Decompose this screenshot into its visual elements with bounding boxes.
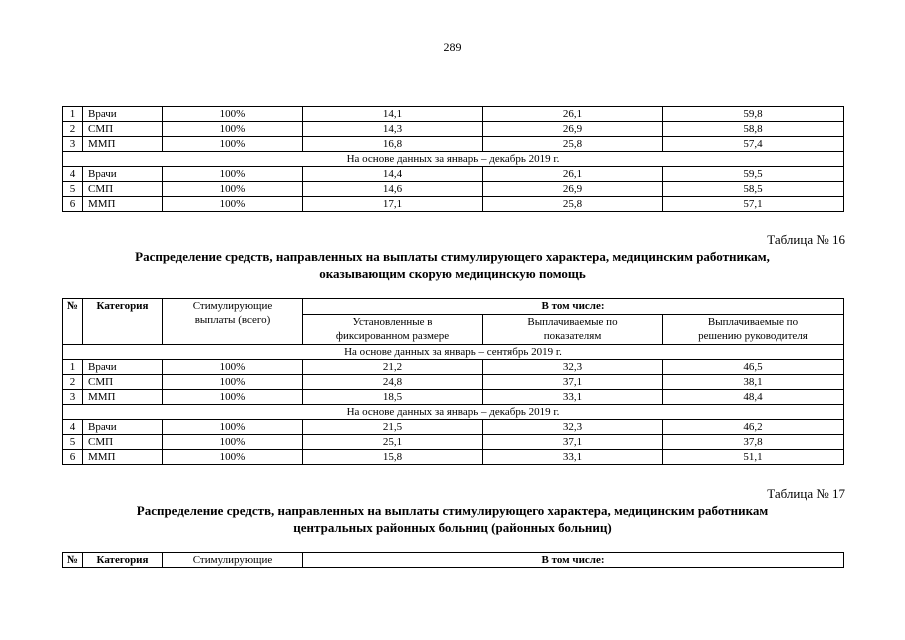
header-num-line1: № (66, 300, 79, 312)
table17-title-line1: Распределение средств, направленных на выплаты стимулирующего характера, медицинским работникам (136, 503, 769, 518)
row-fixed (302, 434, 483, 450)
row-category (82, 359, 163, 375)
row-total (162, 181, 303, 197)
row-fixed-text: 14,4 (382, 168, 403, 180)
row-total (162, 374, 303, 390)
header-including (302, 552, 844, 568)
row-total (162, 434, 303, 450)
row-fixed (302, 419, 483, 435)
row-number (62, 359, 83, 375)
row-category-text: Врачи (88, 421, 117, 433)
row-category-text: Врачи (88, 168, 117, 180)
header-total-line1: Стимулирующие (192, 554, 273, 566)
row-number (62, 389, 83, 405)
row-total (162, 449, 303, 465)
row-fixed-text: 14,1 (382, 108, 403, 120)
row-indicators (482, 449, 663, 465)
row-category (82, 166, 163, 182)
header-category (82, 298, 163, 345)
row-total (162, 389, 303, 405)
header-category (82, 552, 163, 568)
row-category-text: Врачи (88, 108, 117, 120)
header-num (62, 552, 83, 568)
row-indicators (482, 136, 663, 152)
row-category-text: ММП (88, 138, 116, 150)
row-number-text: 2 (69, 376, 76, 388)
table16-number: Таблица № 16 (767, 232, 845, 247)
row-indicators (482, 389, 663, 405)
row-indicators (482, 359, 663, 375)
row-total-text: 100% (219, 168, 246, 180)
row-manager-text: 37,8 (743, 436, 763, 448)
row-total-text: 100% (219, 138, 246, 150)
top-table (62, 106, 843, 215)
row-manager-text: 57,4 (743, 138, 763, 150)
header-manager-line2: решению руководителя (698, 330, 808, 342)
row-total (162, 136, 303, 152)
row-category (82, 106, 163, 122)
table16-title-line1: Распределение средств, направленных на выплаты стимулирующего характера, медицинским работникам, (135, 249, 770, 264)
row-manager (662, 449, 844, 465)
row-indicators (482, 419, 663, 435)
period-subheader (62, 344, 844, 360)
row-total-text: 100% (219, 361, 246, 373)
period-subheader (62, 404, 844, 420)
row-indicators (482, 374, 663, 390)
row-indicators (482, 121, 663, 137)
row-fixed (302, 121, 483, 137)
row-total (162, 166, 303, 182)
header-category-line1: Категория (96, 554, 149, 566)
row-fixed-text: 21,5 (382, 421, 403, 433)
row-category (82, 136, 163, 152)
row-number (62, 181, 83, 197)
header-fixed-line2: фиксированном размере (335, 330, 450, 342)
row-category (82, 434, 163, 450)
header-including-line1: В том числе: (541, 554, 605, 566)
row-fixed-text: 25,1 (382, 436, 403, 448)
header-fixed (302, 314, 483, 345)
row-manager (662, 419, 844, 435)
period-subheader-text: На основе данных за январь – декабрь 2019 г. (346, 406, 560, 418)
row-number-text: 5 (69, 183, 76, 195)
row-manager (662, 389, 844, 405)
row-indicators (482, 166, 663, 182)
row-fixed (302, 196, 483, 212)
row-manager (662, 196, 844, 212)
row-fixed-text: 15,8 (382, 451, 403, 463)
row-indicators (482, 196, 663, 212)
row-total-text: 100% (219, 108, 246, 120)
row-manager-text: 46,2 (743, 421, 763, 433)
row-total-text: 100% (219, 436, 246, 448)
row-category-text: ММП (88, 391, 116, 403)
row-fixed-text: 14,3 (382, 123, 403, 135)
header-including (302, 298, 844, 315)
period-subheader-text: На основе данных за январь – сентябрь 2019 г. (344, 346, 562, 358)
table17-number: Таблица № 17 (767, 486, 845, 501)
row-category-text: СМП (88, 183, 114, 195)
row-indicators-text: 26,9 (562, 183, 583, 195)
row-fixed-text: 17,1 (382, 198, 403, 210)
row-indicators (482, 434, 663, 450)
row-indicators-text: 26,9 (562, 123, 583, 135)
row-total (162, 106, 303, 122)
row-category-text: ММП (88, 198, 116, 210)
row-number-text: 6 (69, 198, 76, 210)
row-manager (662, 434, 844, 450)
row-manager (662, 136, 844, 152)
header-category-line1: Категория (96, 300, 149, 312)
row-total (162, 359, 303, 375)
table17 (62, 552, 843, 568)
row-number-text: 6 (69, 451, 76, 463)
row-total-text: 100% (219, 123, 246, 135)
row-number-text: 3 (69, 391, 76, 403)
row-indicators-text: 32,3 (562, 421, 583, 433)
row-number-text: 4 (69, 421, 76, 433)
row-indicators (482, 106, 663, 122)
header-indicators-line1: Выплачиваемые по (527, 316, 618, 328)
table16 (62, 298, 843, 468)
row-category (82, 374, 163, 390)
row-total-text: 100% (219, 451, 246, 463)
row-category-text: СМП (88, 123, 114, 135)
row-total-text: 100% (219, 376, 246, 388)
row-fixed (302, 181, 483, 197)
row-number-text: 2 (69, 123, 76, 135)
row-category (82, 389, 163, 405)
row-manager (662, 106, 844, 122)
row-total-text: 100% (219, 198, 246, 210)
row-category-text: СМП (88, 376, 114, 388)
row-category (82, 196, 163, 212)
row-fixed (302, 389, 483, 405)
row-fixed-text: 14,6 (382, 183, 403, 195)
row-category (82, 419, 163, 435)
row-fixed-text: 21,2 (382, 361, 403, 373)
row-number-text: 5 (69, 436, 76, 448)
header-num-line1: № (66, 554, 79, 566)
row-manager-text: 46,5 (743, 361, 763, 373)
row-number (62, 106, 83, 122)
header-num (62, 298, 83, 345)
header-total-line2: выплаты (всего) (194, 314, 271, 326)
row-number (62, 196, 83, 212)
row-indicators-text: 33,1 (562, 451, 583, 463)
header-indicators-line2: показателям (543, 330, 602, 342)
row-category-text: СМП (88, 436, 114, 448)
header-total-line1: Стимулирующие (192, 300, 273, 312)
row-indicators-text: 25,8 (562, 198, 583, 210)
row-manager-text: 51,1 (743, 451, 763, 463)
row-total-text: 100% (219, 183, 246, 195)
row-manager-text: 38,1 (743, 376, 763, 388)
period-subheader (62, 151, 844, 167)
row-number (62, 166, 83, 182)
row-fixed-text: 18,5 (382, 391, 403, 403)
period-subheader-text: На основе данных за январь – декабрь 2019 г. (346, 153, 560, 165)
row-category-text: ММП (88, 451, 116, 463)
header-total (162, 298, 303, 345)
header-manager-line1: Выплачиваемые по (707, 316, 799, 328)
row-indicators-text: 33,1 (562, 391, 583, 403)
row-number (62, 374, 83, 390)
row-manager-text: 59,5 (743, 168, 763, 180)
row-number-text: 1 (69, 108, 76, 120)
row-fixed-text: 16,8 (382, 138, 403, 150)
table17-title-line2: центральных районных больниц (районных больниц) (293, 520, 612, 535)
row-category (82, 181, 163, 197)
row-indicators-text: 32,3 (562, 361, 583, 373)
row-manager (662, 181, 844, 197)
row-fixed (302, 359, 483, 375)
row-manager (662, 166, 844, 182)
row-number (62, 121, 83, 137)
row-total (162, 121, 303, 137)
row-number-text: 4 (69, 168, 76, 180)
row-fixed (302, 136, 483, 152)
table17-title (62, 502, 843, 536)
header-including-line1: В том числе: (541, 300, 605, 312)
row-category (82, 449, 163, 465)
table16-title (62, 248, 843, 282)
row-manager (662, 359, 844, 375)
row-manager-text: 58,8 (743, 123, 763, 135)
table16-title-line2: оказывающим скорую медицинскую помощь (319, 266, 586, 281)
row-total (162, 196, 303, 212)
row-number-text: 1 (69, 361, 76, 373)
row-number (62, 136, 83, 152)
row-indicators-text: 26,1 (562, 108, 583, 120)
row-fixed (302, 374, 483, 390)
row-manager-text: 59,8 (743, 108, 763, 120)
row-manager-text: 57,1 (743, 198, 763, 210)
row-number (62, 449, 83, 465)
row-fixed (302, 106, 483, 122)
row-total (162, 419, 303, 435)
row-fixed (302, 449, 483, 465)
row-indicators-text: 37,1 (562, 376, 583, 388)
row-category (82, 121, 163, 137)
row-manager-text: 58,5 (743, 183, 763, 195)
header-manager (662, 314, 844, 345)
header-indicators (482, 314, 663, 345)
row-manager (662, 121, 844, 137)
row-category-text: Врачи (88, 361, 117, 373)
row-indicators-text: 26,1 (562, 168, 583, 180)
header-total (162, 552, 303, 568)
row-indicators-text: 25,8 (562, 138, 583, 150)
header-fixed-line1: Установленные в (352, 316, 433, 328)
row-number-text: 3 (69, 138, 76, 150)
row-fixed-text: 24,8 (382, 376, 403, 388)
row-total-text: 100% (219, 421, 246, 433)
row-manager-text: 48,4 (743, 391, 763, 403)
row-total-text: 100% (219, 391, 246, 403)
row-number (62, 434, 83, 450)
row-manager (662, 374, 844, 390)
row-fixed (302, 166, 483, 182)
row-number (62, 419, 83, 435)
page-number: 289 (443, 40, 462, 54)
row-indicators (482, 181, 663, 197)
row-indicators-text: 37,1 (562, 436, 583, 448)
